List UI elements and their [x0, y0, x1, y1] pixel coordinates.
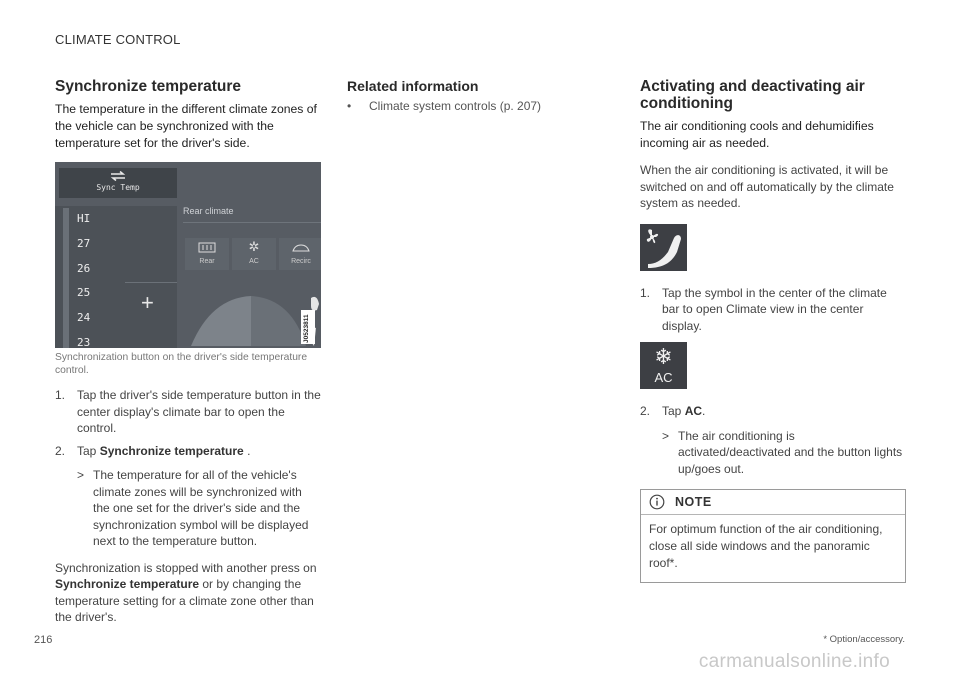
temp-value-27: 27 [77, 237, 91, 250]
right-column [640, 78, 906, 583]
seat-illustration [181, 268, 321, 348]
temp-value-23: 23 [77, 336, 91, 348]
temp-value-25: 25 [77, 286, 91, 299]
sync-temperature-term: Synchronize temperature [99, 443, 244, 458]
related-info-item[interactable]: • Climate system controls (p. 207) [347, 99, 542, 113]
ac-symbol-image [640, 342, 687, 389]
ac-button-small-label: AC [249, 258, 259, 265]
temperature-scale-bar [63, 208, 69, 348]
rear-climate-label: Rear climate [183, 206, 234, 216]
ac-paragraph: When the air conditioning is activated, it will be switched on and off automatically by the climate system as needed. [640, 163, 894, 210]
sync-step-1: 1. Tap the driver's side temperature button in the center display's climate bar to open the control. [55, 388, 321, 435]
rear-button-label: Rear [199, 258, 215, 265]
figure-code: J0523811 [301, 310, 315, 344]
note-body: For optimum function of the air conditioning, close all side windows and the panoramic roof*. [649, 522, 883, 570]
related-link[interactable]: Climate system controls (p. 207) [369, 99, 542, 113]
ac-button-small [232, 238, 276, 270]
fan-symbol-image [640, 224, 687, 271]
figure-caption: Synchronization button on the driver's side temperature control. [55, 352, 308, 376]
recirculation-icon [291, 243, 311, 253]
snowflake-icon: ❄ [654, 344, 673, 369]
recirc-button [279, 238, 321, 270]
note-box [640, 489, 906, 583]
sync-screenshot-figure [55, 162, 321, 348]
page-number: 216 [34, 634, 53, 646]
section-title-ac: Activating and deactivating air conditioning [640, 78, 865, 112]
option-footnote: * Option/accessory. [823, 634, 905, 645]
plus-divider [125, 282, 177, 283]
temperature-column [55, 206, 177, 348]
related-info-title: Related information [347, 78, 479, 94]
info-icon [649, 494, 665, 510]
ac-term: AC [684, 404, 703, 418]
sync-closing-paragraph: Synchronization is stopped with another press on Synchronize temperature or by changing the temperature setting for a climate zone other than the driver's. [55, 560, 317, 624]
note-title: NOTE [675, 495, 712, 509]
site-watermark: carmanualsonline.info [698, 651, 890, 672]
temp-value-26: 26 [77, 262, 91, 275]
ac-step-2: 2. Tap AC. [640, 404, 706, 418]
rear-defrost-button [185, 238, 229, 270]
note-header [641, 490, 905, 515]
recirc-button-label: Recirc [291, 258, 311, 265]
sync-temp-button [59, 168, 177, 198]
sync-intro: The temperature in the different climate zones of the vehicle can be synchronized with the temperature set for the driver's side. [55, 102, 317, 150]
snowflake-icon: ✲ [248, 239, 260, 254]
rear-defrost-icon [198, 242, 216, 254]
rear-climate-divider [183, 222, 321, 223]
sync-icon [109, 171, 127, 181]
sync-temp-label: Sync Temp [96, 183, 140, 192]
left-column [55, 78, 321, 626]
plus-icon: + [141, 290, 154, 315]
sync-step-result: > The temperature for all of the vehicle's climate zones will be synchronized with the one set for the driver's side and the synchronization symbol will be displayed next to the temperature button. [77, 468, 309, 548]
ac-step-1: 1. Tap the symbol in the center of the climate bar to open Climate view in the center display. [640, 285, 887, 333]
ac-symbol-label: AC [654, 370, 673, 385]
ac-intro: The air conditioning cools and dehumidifies incoming air as needed. [640, 119, 874, 150]
running-header: CLIMATE CONTROL [55, 32, 181, 47]
temp-value-hi: HI [77, 212, 91, 225]
sync-step-2: 2. Tap Synchronize temperature . [55, 443, 251, 458]
ac-step-result: > The air conditioning is activated/deactivated and the button lights up/goes out. [662, 428, 903, 476]
temp-value-24: 24 [77, 311, 91, 324]
middle-column [347, 78, 597, 114]
fan-airflow-icon [640, 224, 687, 271]
section-title-sync: Synchronize temperature [55, 78, 242, 95]
